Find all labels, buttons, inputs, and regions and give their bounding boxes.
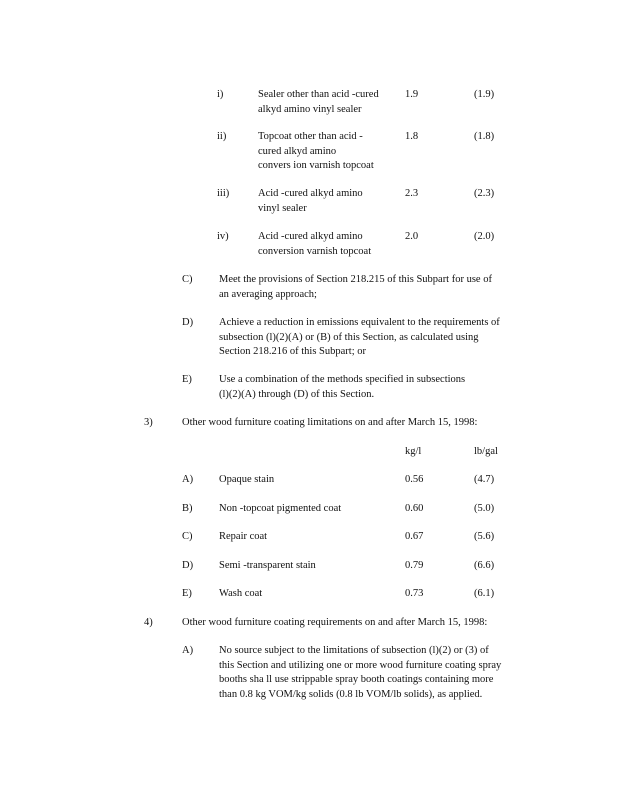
column-header-lb: lb/gal bbox=[474, 446, 498, 457]
subitem-kg-value: 2.0 bbox=[405, 231, 419, 242]
subitem-number: i) bbox=[217, 89, 224, 100]
limit-row-letter: D) bbox=[182, 560, 194, 571]
subitem-kg-value: 2.3 bbox=[405, 188, 419, 199]
subitem-text-line: conversion varnish topcoat bbox=[258, 245, 372, 257]
subitem-text-line: alkyd amino vinyl sealer bbox=[258, 103, 362, 115]
subitem-text bbox=[258, 130, 374, 174]
paragraph-letter: A) bbox=[182, 645, 194, 656]
limit-row-letter: B) bbox=[182, 503, 193, 514]
subitem-number: iv) bbox=[217, 231, 229, 242]
section-heading: Other wood furniture coating limitations on and after March 15, 1998: bbox=[182, 417, 478, 428]
paragraph-text bbox=[219, 373, 465, 402]
column-header-kg: kg/l bbox=[405, 446, 422, 457]
limit-row-label: Non -topcoat pigmented coat bbox=[219, 503, 342, 514]
paragraph-letter: C) bbox=[182, 274, 193, 285]
limit-row-lb: (6.6) bbox=[474, 560, 495, 571]
subitem-text bbox=[258, 187, 363, 216]
subitem-lb-value: (1.9) bbox=[474, 89, 495, 100]
subitem-kg-value: 1.8 bbox=[405, 131, 419, 142]
subitem-text-line: convers ion varnish topcoat bbox=[258, 160, 374, 171]
paragraph-line: an averaging approach; bbox=[219, 288, 317, 300]
subitem-text-line: vinyl sealer bbox=[258, 202, 307, 214]
limit-row-kg: 0.79 bbox=[405, 560, 424, 571]
subitem-text-line: Acid -cured alkyd amino bbox=[258, 188, 363, 199]
limit-row-label: Semi -transparent stain bbox=[219, 560, 316, 571]
limit-row-letter: C) bbox=[182, 531, 193, 542]
limit-row-kg: 0.56 bbox=[405, 474, 424, 485]
limit-row-letter: A) bbox=[182, 474, 194, 485]
paragraph-text bbox=[219, 273, 492, 302]
paragraph-line: No source subject to the limitations of subsection (l)(2) or (3) of bbox=[219, 645, 489, 656]
paragraph-line: than 0.8 kg VOM/kg solids (0.8 lb VOM/lb solids), as applied. bbox=[219, 688, 483, 700]
paragraph-line: subsection (l)(2)(A) or (B) of this Section, as calculated using bbox=[219, 331, 479, 343]
subitem-text bbox=[258, 230, 371, 259]
paragraph-letter: D) bbox=[182, 317, 194, 328]
limit-row-label: Wash coat bbox=[219, 588, 263, 599]
limit-row-lb: (5.6) bbox=[474, 531, 495, 542]
paragraph-line: this Section and utilizing one or more wood furniture coating spray bbox=[219, 659, 502, 671]
section-number: 3) bbox=[144, 417, 153, 428]
paragraph-line: Meet the provisions of Section 218.215 of this Subpart for use of bbox=[219, 274, 492, 285]
subitem-text-line: cured alkyd amino bbox=[258, 145, 337, 157]
limit-row-kg: 0.73 bbox=[405, 588, 424, 599]
limit-row-label: Repair coat bbox=[219, 531, 268, 542]
section-number: 4) bbox=[144, 617, 153, 628]
limit-row-lb: (5.0) bbox=[474, 503, 495, 514]
subitem-kg-value: 1.9 bbox=[405, 89, 419, 100]
subitem-text bbox=[258, 88, 379, 117]
subitem-number: iii) bbox=[217, 188, 230, 199]
limit-row-label: Opaque stain bbox=[219, 474, 275, 485]
paragraph-letter: E) bbox=[182, 374, 192, 385]
section-heading: Other wood furniture coating requirements on and after March 15, 1998: bbox=[182, 617, 488, 628]
paragraph-text bbox=[219, 644, 501, 702]
subitem-lb-value: (2.0) bbox=[474, 231, 495, 242]
paragraph-line: (l)(2)(A) through (D) of this Section. bbox=[219, 388, 375, 400]
limit-row-kg: 0.67 bbox=[405, 531, 424, 542]
paragraph-line: Achieve a reduction in emissions equivalent to the requirements of bbox=[219, 317, 500, 328]
paragraph-line: Section 218.216 of this Subpart; or bbox=[219, 346, 366, 357]
paragraph-line: Use a combination of the methods specified in subsections bbox=[219, 374, 466, 385]
limit-row-lb: (6.1) bbox=[474, 588, 495, 599]
paragraph-line: booths sha ll use strippable spray booth coatings containing more bbox=[219, 674, 494, 685]
subitem-text-line: Acid -cured alkyd amino bbox=[258, 231, 363, 242]
subitem-number: ii) bbox=[217, 131, 227, 142]
subitem-text-line: Topcoat other than acid - bbox=[258, 131, 363, 142]
subitem-lb-value: (2.3) bbox=[474, 188, 495, 199]
subitem-text-line: Sealer other than acid -cured bbox=[258, 89, 379, 100]
limit-row-letter: E) bbox=[182, 588, 192, 599]
subitem-lb-value: (1.8) bbox=[474, 131, 495, 142]
limit-row-kg: 0.60 bbox=[405, 503, 424, 514]
paragraph-text bbox=[219, 316, 500, 360]
limit-row-lb: (4.7) bbox=[474, 474, 495, 485]
